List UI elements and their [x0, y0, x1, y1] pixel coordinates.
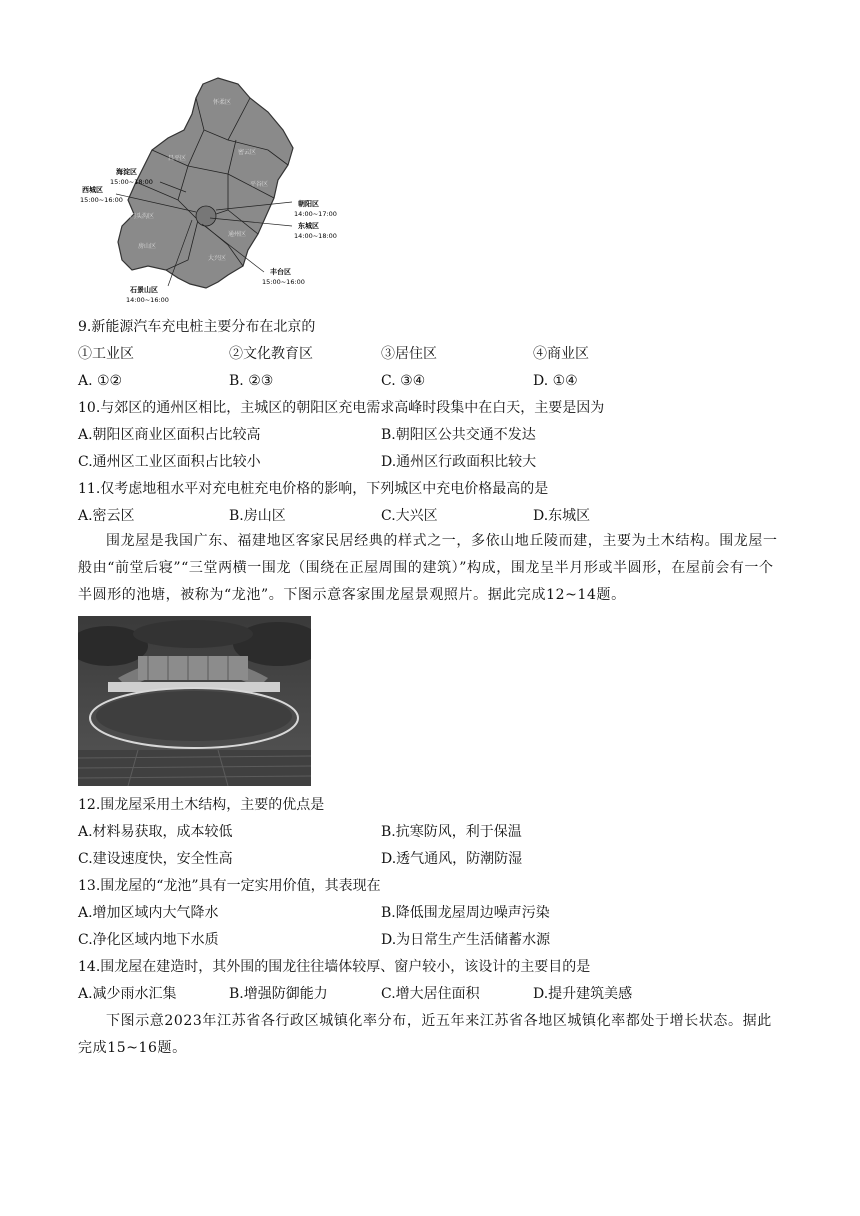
q10-option-b: B.朝阳区公共交通不发达 — [381, 427, 536, 443]
question-12-stem: 12.围龙屋采用土木结构，主要的优点是 — [78, 797, 325, 813]
svg-text:密云区: 密云区 — [238, 149, 257, 156]
svg-text:门头沟区: 门头沟区 — [130, 213, 155, 220]
q10-option-a: A.朝阳区商业区面积占比较高 — [78, 427, 261, 443]
q12-option-d: D.透气通风，防潮防湿 — [381, 851, 523, 867]
map-label-shijingshan: 石景山区 — [130, 286, 158, 294]
map-time-shijingshan: 14:00~16:00 — [126, 296, 169, 304]
map-time-fengtai: 15:00~16:00 — [262, 278, 305, 286]
map-label-dongcheng: 东城区 — [298, 222, 319, 230]
svg-text:大兴区: 大兴区 — [208, 255, 227, 262]
question-11-stem: 11.仅考虑地租水平对充电桩充电价格的影响，下列城区中充电价格最高的是 — [78, 481, 549, 497]
map-time-xicheng: 15:00~16:00 — [80, 196, 123, 204]
intro-jiangsu-paragraph: 下图示意2023年江苏省各行政区城镇化率分布，近五年来江苏省各地区城镇化率都处于增长状态。据此完成15~16题。 — [78, 1013, 772, 1056]
map-label-xicheng: 西城区 — [82, 186, 103, 194]
weilongwu-photo-svg — [78, 616, 311, 786]
beijing-district-map — [78, 70, 348, 306]
question-9-stem: 9.新能源汽车充电桩主要分布在北京的 — [78, 319, 316, 335]
question-10-stem: 10.与郊区的通州区相比，主城区的朝阳区充电需求高峰时段集中在白天，主要是因为 — [78, 400, 605, 416]
q9-item-3: ③居住区 — [381, 346, 437, 362]
beijing-map-svg — [78, 70, 348, 306]
q11-option-b: B.房山区 — [229, 508, 286, 524]
q9-option-b: B. ②③ — [229, 373, 274, 389]
question-14-stem: 14.围龙屋在建造时，其外围的围龙往往墙体较厚、窗户较小，该设计的主要目的是 — [78, 959, 591, 975]
map-time-chaoyang: 14:00~17:00 — [294, 210, 337, 218]
q9-item-1: ①工业区 — [78, 346, 134, 362]
q9-option-d: D. ①④ — [533, 373, 578, 389]
svg-text:昌平区: 昌平区 — [168, 155, 187, 162]
map-time-haidian: 15:00~18:00 — [110, 178, 153, 186]
q9-item-2: ②文化教育区 — [229, 346, 313, 362]
q10-option-c: C.通州区工业区面积占比较小 — [78, 454, 261, 470]
weilongwu-photo — [78, 616, 311, 786]
q10-option-d: D.通州区行政面积比较大 — [381, 454, 537, 470]
question-13-stem: 13.围龙屋的“龙池”具有一定实用价值，其表现在 — [78, 878, 381, 894]
q9-option-a: A. ①② — [78, 373, 123, 389]
q9-item-4: ④商业区 — [533, 346, 589, 362]
svg-text:通州区: 通州区 — [228, 231, 247, 238]
q12-option-a: A.材料易获取，成本较低 — [78, 824, 233, 840]
q14-option-b: B.增强防御能力 — [229, 986, 328, 1002]
svg-text:房山区: 房山区 — [138, 243, 157, 250]
svg-text:怀柔区: 怀柔区 — [213, 99, 232, 106]
q11-option-d: D.东城区 — [533, 508, 591, 524]
q13-option-b: B.降低围龙屋周边噪声污染 — [381, 905, 550, 921]
map-time-dongcheng: 14:00~18:00 — [294, 232, 337, 240]
q13-option-d: D.为日常生产生活储蓄水源 — [381, 932, 551, 948]
q9-option-c: C. ③④ — [381, 373, 426, 389]
q14-option-d: D.提升建筑美感 — [533, 986, 633, 1002]
q11-option-c: C.大兴区 — [381, 508, 438, 524]
svg-text:平谷区: 平谷区 — [250, 181, 269, 188]
q13-option-c: C.净化区域内地下水质 — [78, 932, 219, 948]
intro-weilongwu-paragraph: 围龙屋是我国广东、福建地区客家民居经典的样式之一，多依山地丘陵而建，主要为土木结构。围龙屋一般由“前堂后寝”“三堂两横一围龙（围绕在正屋周围的建筑）”构成，围龙呈半月形或半圆形，在屋前会有一个半圆形的池塘，被称为“龙池”。下图示意客家围龙屋景观照片。据此完成12~14题。 — [78, 533, 778, 603]
q13-option-a: A.增加区域内大气降水 — [78, 905, 219, 921]
q12-option-c: C.建设速度快，安全性高 — [78, 851, 233, 867]
map-label-haidian: 海淀区 — [116, 168, 137, 176]
q12-option-b: B.抗寒防风，利于保温 — [381, 824, 522, 840]
map-label-chaoyang: 朝阳区 — [298, 200, 319, 208]
q14-option-a: A.减少雨水汇集 — [78, 986, 177, 1002]
map-label-fengtai: 丰台区 — [270, 268, 291, 276]
q11-option-a: A.密云区 — [78, 508, 135, 524]
q14-option-c: C.增大居住面积 — [381, 986, 480, 1002]
